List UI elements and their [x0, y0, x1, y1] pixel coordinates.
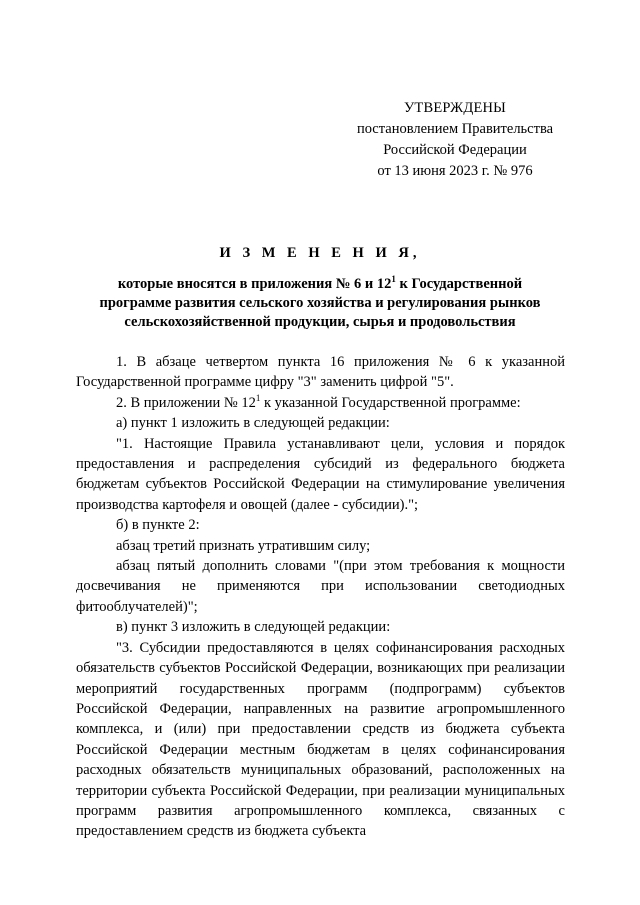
paragraph: б) в пункте 2: — [116, 517, 200, 534]
title-heading: И З М Е Н Е Н И Я, — [219, 245, 421, 261]
document-body — [76, 352, 565, 842]
title-subtitle-line — [70, 275, 570, 294]
title-text: которые вносятся в приложения № 6 и 12 — [117, 276, 392, 292]
paragraph-text: к указанной Государственной программе: — [260, 394, 521, 411]
title-text: к Государственной — [395, 276, 523, 292]
paragraph: в) пункт 3 изложить в следующей редакции: — [116, 619, 391, 636]
title-superscript: 1 — [391, 274, 396, 285]
approval-heading: УТВЕРЖДЕНЫ — [403, 100, 507, 116]
approval-line: Российской Федерации — [383, 142, 527, 158]
paragraph: абзац третий признать утратившим силу; — [116, 537, 371, 554]
document-title — [70, 244, 570, 332]
paragraph-text: 2. В приложении № 12 — [116, 394, 256, 411]
paragraph: 1. В абзаце четвертом пункта 16 приложения № 6 к указанной Государственной программе цифру "3" заменить цифрой "5". — [76, 354, 565, 391]
title-subtitle-line: сельскохозяйственной продукции, сырья и продовольствия — [124, 314, 516, 330]
approval-stamp — [320, 98, 590, 182]
paragraph — [76, 393, 565, 413]
paragraph: абзац пятый дополнить словами "(при этом требования к мощности досвечивания не применяются при использовании светодиодных фитооблучателей)"; — [76, 558, 565, 615]
approval-line: постановлением Правительства — [356, 121, 554, 137]
approval-date: от 13 июня 2023 г. № 976 — [377, 163, 533, 179]
paragraph-superscript: 1 — [255, 392, 261, 403]
title-subtitle-line: программе развития сельского хозяйства и регулирования рынков — [99, 295, 541, 311]
paragraph: а) пункт 1 изложить в следующей редакции: — [116, 415, 390, 432]
paragraph: "3. Субсидии предоставляются в целях софинансирования расходных обязательств субъектов Российской Федерации, возникающих при реализации мероприятий государственных программ (подпрограмм) субъектов Российской Федерации, направленных на развитие агропромышленного комплекса, и (или) при предоставлении средств из бюджета субъекта Российской Федерации местным бюджетам в целях софинансирования расходных обязательств муниципальных образований, расположенных на территории субъекта Российской Федерации, при реализации муниципальных программ развития агропромышленного комплекса, связанных с предоставлением средств из бюджета субъекта — [76, 639, 565, 840]
paragraph: "1. Настоящие Правила устанавливают цели, условия и порядок предоставления и распределения субсидий из федерального бюджета бюджетам субъектов Российской Федерации на стимулирование увеличения производства картофеля и овощей (далее - субсидии)."; — [76, 435, 565, 513]
